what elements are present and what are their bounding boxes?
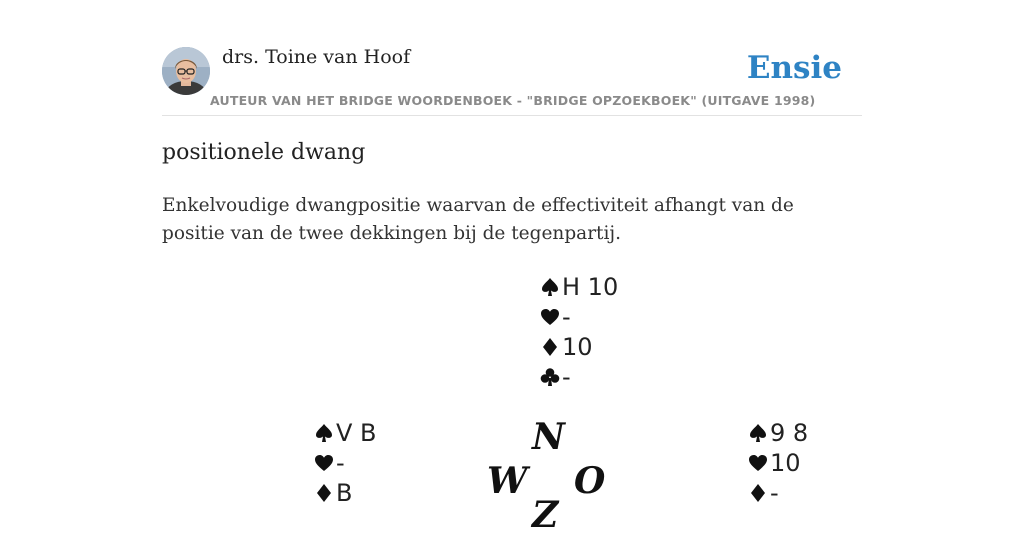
east-hearts: 10	[770, 449, 801, 477]
west-diamonds-row	[314, 478, 377, 508]
author-name[interactable]: drs. Toine van Hoof	[222, 46, 411, 68]
west-hearts-row	[314, 448, 377, 478]
spade-icon	[314, 423, 334, 443]
north-clubs-row	[540, 362, 618, 392]
author-subtitle: AUTEUR VAN HET BRIDGE WOORDENBOEK - "BRIDGE OPZOEKBOEK" (UITGAVE 1998)	[210, 93, 816, 108]
compass-west: W	[487, 460, 528, 502]
header-divider	[162, 115, 862, 116]
east-hearts-row	[748, 448, 808, 478]
hand-west	[314, 418, 377, 508]
diamond-icon	[314, 483, 334, 503]
north-spades: H 10	[562, 273, 619, 301]
hand-east	[748, 418, 808, 508]
diamond-icon	[748, 483, 768, 503]
west-spades-row	[314, 418, 377, 448]
compass-east: O	[574, 460, 606, 502]
heart-icon	[314, 453, 334, 473]
north-spades-row	[540, 272, 618, 302]
entry-title: positionele dwang	[162, 140, 366, 165]
north-diamonds: 10	[562, 333, 593, 361]
east-diamonds-row	[748, 478, 808, 508]
compass-south: Z	[532, 494, 559, 536]
north-hearts-row	[540, 302, 618, 332]
east-spades: 9 8	[770, 419, 809, 447]
author-avatar[interactable]	[162, 47, 210, 95]
hand-north	[540, 272, 618, 392]
brand-logo[interactable]: Ensie	[746, 50, 842, 86]
compass-north: N	[532, 416, 565, 458]
west-spades: V B	[336, 419, 377, 447]
north-clubs: -	[562, 363, 571, 391]
heart-icon	[748, 453, 768, 473]
north-diamonds-row	[540, 332, 618, 362]
east-spades-row	[748, 418, 808, 448]
west-diamonds: B	[336, 479, 353, 507]
spade-icon	[748, 423, 768, 443]
heart-icon	[540, 307, 560, 327]
east-diamonds: -	[770, 479, 779, 507]
entry-definition: Enkelvoudige dwangpositie waarvan de effectiviteit afhangt van de positie van de twee dekkingen bij de tegenpartij.	[162, 195, 794, 244]
diamond-icon	[540, 337, 560, 357]
spade-icon	[540, 277, 560, 297]
north-hearts: -	[562, 303, 571, 331]
club-icon	[540, 367, 560, 387]
west-hearts: -	[336, 449, 345, 477]
